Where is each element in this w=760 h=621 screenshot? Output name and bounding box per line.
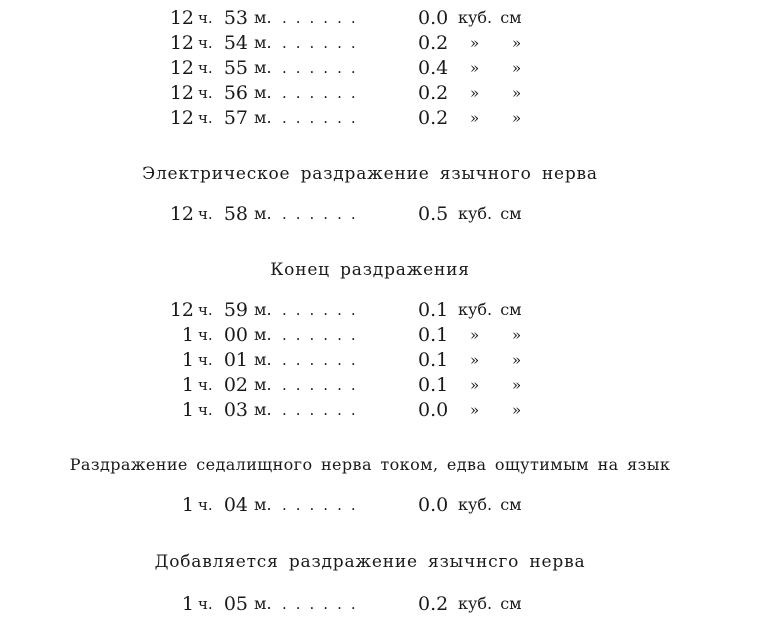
minute-label: м. (254, 108, 272, 127)
volume-unit: куб. см (458, 8, 522, 27)
section-heading: Раздражение седалищного нерва током, едва ощутимым на язык (69, 455, 671, 474)
minute-value: 54 (223, 32, 248, 54)
ditto-mark: » (470, 376, 480, 394)
hour-label: ч. (198, 84, 213, 102)
minute-value: 58 (223, 203, 248, 225)
volume-value: 0.2 (418, 107, 449, 129)
ditto-mark: » (512, 351, 522, 369)
ditto-mark: » (470, 84, 480, 102)
ditto-mark: » (470, 401, 480, 419)
minute-label: м. (254, 204, 272, 223)
hour-label: ч. (198, 401, 213, 419)
ditto-mark: » (512, 326, 522, 344)
section-heading: Конец раздражения (270, 260, 470, 280)
minute-value: 01 (223, 349, 248, 371)
leader-dots: ...... (282, 595, 365, 613)
section-heading: Добавляется раздражение язычнсго нерва (154, 552, 586, 572)
hour-value: 12 (169, 32, 194, 54)
hour-label: ч. (198, 205, 213, 223)
minute-value: 02 (223, 374, 248, 396)
hour-value: 1 (181, 324, 194, 346)
leader-dots: ...... (282, 301, 365, 319)
volume-value: 0.4 (418, 57, 449, 79)
ditto-mark: » (470, 59, 480, 77)
hour-value: 12 (169, 7, 194, 29)
volume-value: 0.0 (418, 399, 449, 421)
hour-value: 1 (181, 399, 194, 421)
volume-value: 0.2 (418, 82, 449, 104)
volume-value: 0.1 (418, 299, 449, 321)
ditto-mark: » (512, 401, 522, 419)
minute-value: 04 (223, 494, 248, 516)
section-heading: Электрическое раздражение язычного нерва (142, 164, 598, 184)
leader-dots: ...... (282, 84, 365, 102)
minute-label: м. (254, 300, 272, 319)
leader-dots: ...... (282, 496, 365, 514)
hour-label: ч. (198, 376, 213, 394)
leader-dots: ...... (282, 59, 365, 77)
volume-value: 0.1 (418, 374, 449, 396)
volume-unit: куб. см (458, 495, 522, 514)
ditto-mark: » (470, 109, 480, 127)
volume-value: 0.1 (418, 349, 449, 371)
minute-label: м. (254, 83, 272, 102)
leader-dots: ...... (282, 9, 365, 27)
minute-value: 59 (223, 299, 248, 321)
hour-value: 12 (169, 299, 194, 321)
leader-dots: ...... (282, 401, 365, 419)
hour-value: 12 (169, 57, 194, 79)
volume-value: 0.1 (418, 324, 449, 346)
minute-label: м. (254, 8, 272, 27)
volume-unit: куб. см (458, 594, 522, 613)
hour-label: ч. (198, 301, 213, 319)
hour-value: 1 (181, 374, 194, 396)
hour-value: 1 (181, 349, 194, 371)
leader-dots: ...... (282, 351, 365, 369)
minute-value: 56 (223, 82, 248, 104)
hour-label: ч. (198, 109, 213, 127)
hour-label: ч. (198, 595, 213, 613)
hour-label: ч. (198, 496, 213, 514)
volume-value: 0.2 (418, 32, 449, 54)
hour-value: 12 (169, 107, 194, 129)
minute-label: м. (254, 58, 272, 77)
minute-label: м. (254, 350, 272, 369)
minute-value: 57 (223, 107, 248, 129)
hour-value: 1 (181, 593, 194, 615)
hour-label: ч. (198, 59, 213, 77)
hour-label: ч. (198, 9, 213, 27)
minute-value: 53 (223, 7, 248, 29)
minute-label: м. (254, 375, 272, 394)
leader-dots: ...... (282, 109, 365, 127)
ditto-mark: » (470, 326, 480, 344)
ditto-mark: » (512, 376, 522, 394)
ditto-mark: » (512, 109, 522, 127)
leader-dots: ...... (282, 376, 365, 394)
minute-value: 00 (223, 324, 248, 346)
minute-label: м. (254, 400, 272, 419)
hour-value: 1 (181, 494, 194, 516)
hour-value: 12 (169, 82, 194, 104)
ditto-mark: » (470, 34, 480, 52)
hour-value: 12 (169, 203, 194, 225)
hour-label: ч. (198, 34, 213, 52)
volume-unit: куб. см (458, 204, 522, 223)
minute-value: 03 (223, 399, 248, 421)
hour-label: ч. (198, 351, 213, 369)
minute-label: м. (254, 594, 272, 613)
minute-label: м. (254, 495, 272, 514)
leader-dots: ...... (282, 34, 365, 52)
ditto-mark: » (512, 84, 522, 102)
volume-value: 0.2 (418, 593, 449, 615)
minute-label: м. (254, 33, 272, 52)
volume-value: 0.0 (418, 494, 449, 516)
minute-value: 05 (223, 593, 248, 615)
volume-value: 0.0 (418, 7, 449, 29)
volume-unit: куб. см (458, 300, 522, 319)
minute-label: м. (254, 325, 272, 344)
leader-dots: ...... (282, 205, 365, 223)
minute-value: 55 (223, 57, 248, 79)
ditto-mark: » (470, 351, 480, 369)
ditto-mark: » (512, 59, 522, 77)
volume-value: 0.5 (418, 203, 449, 225)
hour-label: ч. (198, 326, 213, 344)
leader-dots: ...... (282, 326, 365, 344)
ditto-mark: » (512, 34, 522, 52)
